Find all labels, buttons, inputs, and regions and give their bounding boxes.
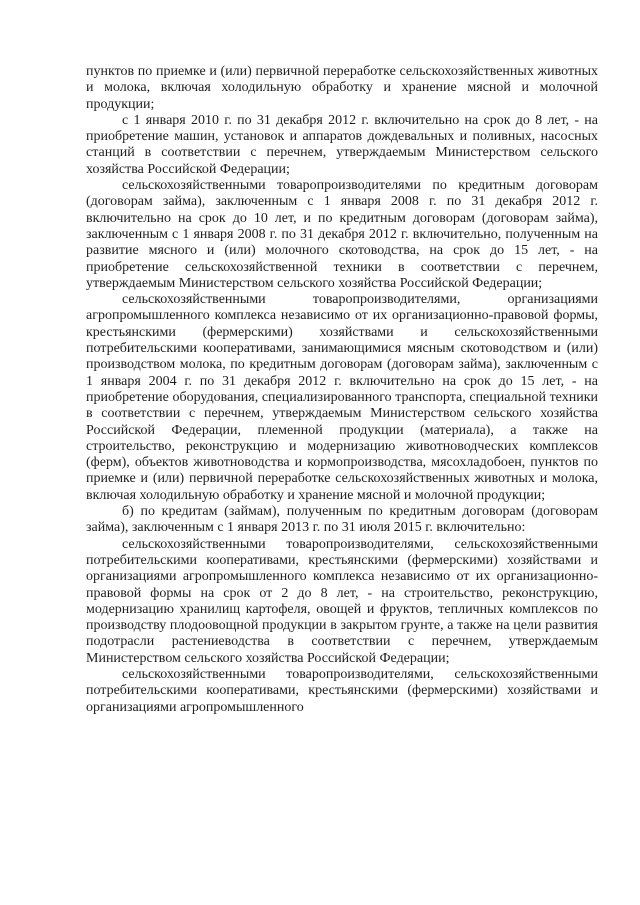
paragraph-6: сельскохозяйственными товаропроизводителями, сельскохозяйственными потребительскими кооперативами, крестьянскими (фермерскими) хозяйствами и организациями агропромышленного комплекса независимо от их организационно-правовой формы на срок от 2 до 8 лет, - на строительство, реконструкцию, модернизацию хранилищ картофеля, овощей и фруктов, тепличных комплексов по производству плодоовощной продукции в закрытом грунте, а также на цели развития подотрасли растениеводства в соответствии с перечнем, утверждаемым Министерством сельского хозяйства Российской Федерации; <box>86 536 598 666</box>
paragraph-2: с 1 января 2010 г. по 31 декабря 2012 г. включительно на срок до 8 лет, - на приобретение машин, установок и аппаратов дождевальных и поливных, насосных станций в соответствии с перечнем, утверждаемым Министерством сельского хозяйства Российской Федерации; <box>86 112 598 177</box>
document-body <box>86 64 598 716</box>
paragraph-3: сельскохозяйственными товаропроизводителями по кредитным договорам (договорам займа), заключенным с 1 января 2008 г. по 31 декабря 2012 г. включительно на срок до 10 лет, и по кредитным договорам (договорам займа), заключенным с 1 января 2008 г. по 31 декабря 2012 г. включительно, полученным на развитие мясного и (или) молочного скотоводства, на срок до 15 лет, - на приобретение сельскохозяйственной техники в соответствии с перечнем, утверждаемым Министерством сельского хозяйства Российской Федерации; <box>86 178 598 291</box>
paragraph-1: пунктов по приемке и (или) первичной переработке сельскохозяйственных животных и молока, включая холодильную обработку и хранение мясной и молочной продукции; <box>86 64 598 112</box>
paragraph-5: б) по кредитам (займам), полученным по кредитным договорам (договорам займа), заключенным с 1 января 2013 г. по 31 июля 2015 г. включительно: <box>86 504 598 536</box>
paragraph-4: сельскохозяйственными товаропроизводителями, организациями агропромышленного комплекса независимо от их организационно-правовой формы, крестьянскими (фермерскими) хозяйствами и сельскохозяйственными потребительскими кооперативами, занимающимися мясным скотоводством и (или) производством молока, по кредитным договорам (договорам займа), заключенным с 1 января 2004 г. по 31 декабря 2012 г. включительно на срок до 15 лет, - на приобретение оборудования, специализированного транспорта, специальной техники в соответствии с перечнем, утверждаемым Министерством сельского хозяйства Российской Федерации, племенной продукции (материала), а также на строительство, реконструкцию и модернизацию животноводческих комплексов (ферм), объектов животноводства и кормопроизводства, мясохладобоен, пунктов по приемке и (или) первичной переработке сельскохозяйственных животных и молока, включая холодильную обработку и хранение мясной и молочной продукции; <box>86 292 598 503</box>
paragraph-7: сельскохозяйственными товаропроизводителями, сельскохозяйственными потребительскими кооперативами, крестьянскими (фермерскими) хозяйствами и организациями агропромышленного <box>86 666 598 715</box>
